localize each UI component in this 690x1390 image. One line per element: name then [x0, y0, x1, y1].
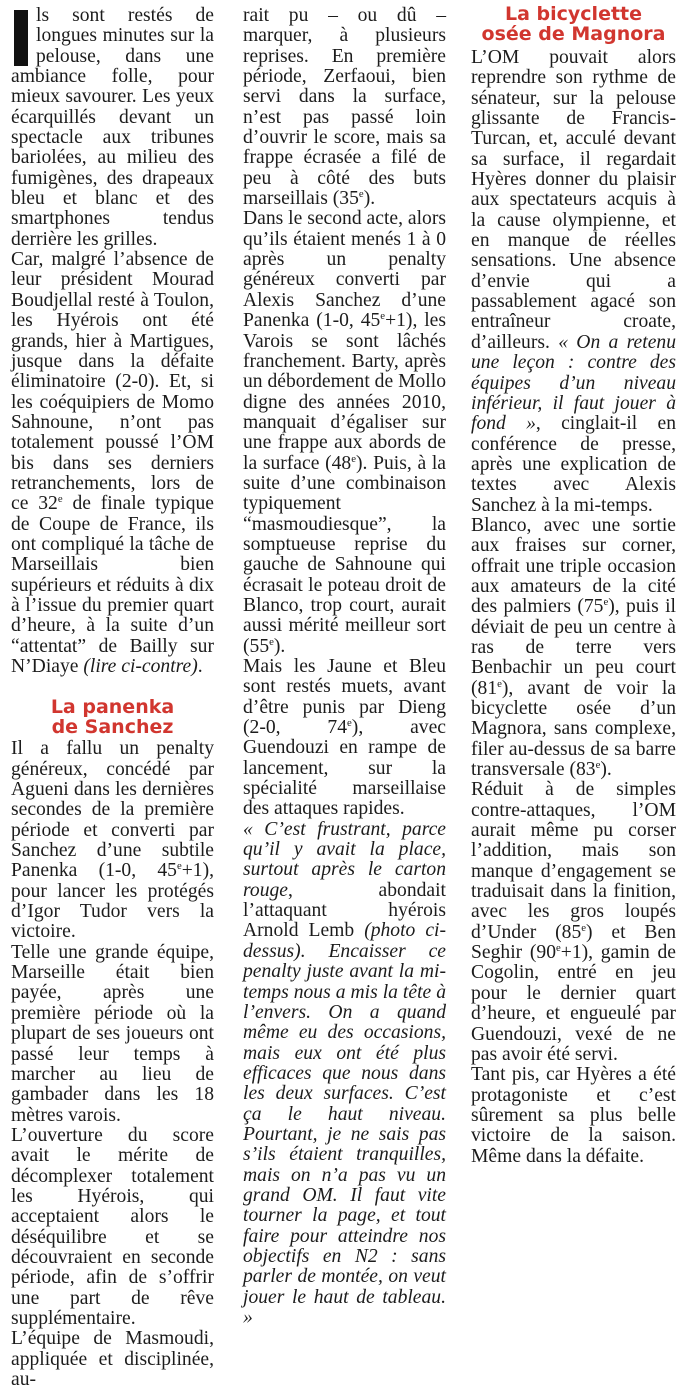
- article-paragraph: L’équipe de Masmoudi, appliquée et disciplinée, au-: [11, 1328, 214, 1390]
- article-paragraph: ls sont restés de longues minutes sur la pelouse, dans une ambiance folle, pour mieux savourer. Les yeux écarquillés devant un spectacle aux tribunes bariolées, au milieu des fumigènes, des drapeaux bleu et blanc et des smartphones tendus derrière les grilles.: [11, 5, 214, 250]
- quote-paragraph: « C’est frustrant, parce qu’il y avait la place, surtout après le carton rouge, abondait l’attaquant hyérois Arnold Lemb (photo ci-dessus). Encaisser ce penalty juste avant la mi-temps nous a mis la tête à l’envers. On a quand même eu des occasions, mais eux ont été plus efficaces que nous dans les deux surfaces. C’est ça le haut niveau. Pourtant, je ne sais pas s’ils étaient tranquilles, mais on n’a pas vu un grand OM. Il faut vite tourner la page, et tout faire pour atteindre nos objectifs en N2 : sans parler de montée, on veut jouer le haut de tableau. »: [243, 818, 446, 1328]
- article-column-2: [243, 6, 446, 1328]
- article-paragraph: rait pu – ou dû – marquer, à plusieurs reprises. En première période, Zerfaoui, bien servi dans la surface, n’est pas passé loin d’ouvrir le score, mais sa frappe écrasée a filé de peu à côté des buts marseillais (35e).: [243, 5, 446, 210]
- article-paragraph: Blanco, avec une sortie aux fraises sur corner, offrait une triple occasion aux amateurs de la cité des palmiers (75e), puis il déviait de peu un centre à ras de terre vers Benbachir un peu court (81e), avant de voir la bicyclette osée d’un Magnora, sans complexe, filer au-dessus de sa barre transversale (83e).: [471, 514, 676, 781]
- article-column-1: [11, 6, 214, 1390]
- subheading-panenka: La panenka de Sanchez: [50, 696, 175, 739]
- article-paragraph: Mais les Jaune et Bleu sont restés muets, avant d’être punis par Dieng (2-0, 74e), avec Guendouzi en rampe de lancement, sur la spécialité marseillaise des attaques rapides.: [243, 656, 446, 820]
- subheading-bicyclette: La bicyclette osée de Magnora: [481, 3, 666, 45]
- article-paragraph: Dans le second acte, alors qu’ils étaient menés 1 à 0 après un penalty généreux converti par Alexis Sanchez d’une Panenka (1-0, $45^e+1$), les Varois se sont lâchés franchement. Barty, après un débordement de Mollo digne des années 2010, manquait d’égaliser sur une frappe aux abords de la surface (48e). Puis, à la suite d’une combinaison typiquement “masmoudiesque”, la somptueuse reprise du gauche de Sahnoune qui écrasait le poteau droit de Blanco, trop court, aurait aussi mérité meilleur sort (55e).: [243, 208, 447, 657]
- article-paragraph: L’ouverture du score avait le mérite de décomplexer totalement les Hyérois, qui acceptaient alors le déséquilibre et se découvraient en seconde période, afin de s’offrir une part de rêve supplémentaire.: [11, 1124, 214, 1329]
- article-paragraph: Tant pis, car Hyères a été protagoniste et c’est sûrement sa plus belle victoire de la saison. Même dans la défaite.: [471, 1064, 676, 1167]
- article-paragraph: Réduit à de simples contre-attaques, l’OM aurait même pu corser l’addition, mais son manque d’engagement se traduisait dans la finition, avec les gros loupés d’Under (85e) et Ben Seghir $(90^e+1)$, gamin de Cogolin, entré en jeu pour le dernier quart d’heure, et engueulé par Guendouzi, vexé de ne pas avoir été servi.: [471, 779, 676, 1065]
- dropcap: [14, 10, 28, 66]
- article-column-3: [471, 3, 676, 1167]
- article-paragraph: L’OM pouvait alors reprendre son rythme de sénateur, sur la pelouse glissante de Francis-Turcan, et, acculé devant sa surface, il regardait Hyères donner du plaisir aux spectateurs acquis à la cause olympienne, et en manque de réelles sensations. Une absence d’envie qui a passablement agacé son entraîneur croate, d’ailleurs. « On a retenu une leçon : contre des équipes d’un niveau inférieur, il faut jouer à fond », cinglait-il en conférence de presse, après une explication de textes avec Alexis Sanchez à la mi-temps.: [471, 47, 676, 516]
- article-paragraph: Car, malgré l’absence de leur président Mourad Boudjellal resté à Toulon, les Hyérois ont été grands, hier à Martigues, jusque dans la défaite éliminatoire (2-0). Et, si les coéquipiers de Momo Sahnoune, n’ont pas totalement poussé l’OM bis dans ses derniers retranchements, lors de ce 32e de finale typique de Coupe de France, ils ont compliqué la tâche de Marseillais bien supérieurs et réduits à dix à l’issue du premier quart d’heure, à la suite d’un “attentat” de Bailly sur N’Diaye (lire ci-contre).: [11, 249, 214, 677]
- article-paragraph: Il a fallu un penalty généreux, concédé par Agueni dans les dernières secondes de la première période et converti par Sanchez d’une subtile Panenka (1-0, $45^e+1$), pour lancer les protégés d’Igor Tudor vers la victoire.: [11, 738, 214, 943]
- article-paragraph: Telle une grande équipe, Marseille était bien payée, après une première période où la plupart de ses joueurs ont passé leur temps à marcher au lieu de gambader dans les 18 mètres varois.: [11, 941, 214, 1126]
